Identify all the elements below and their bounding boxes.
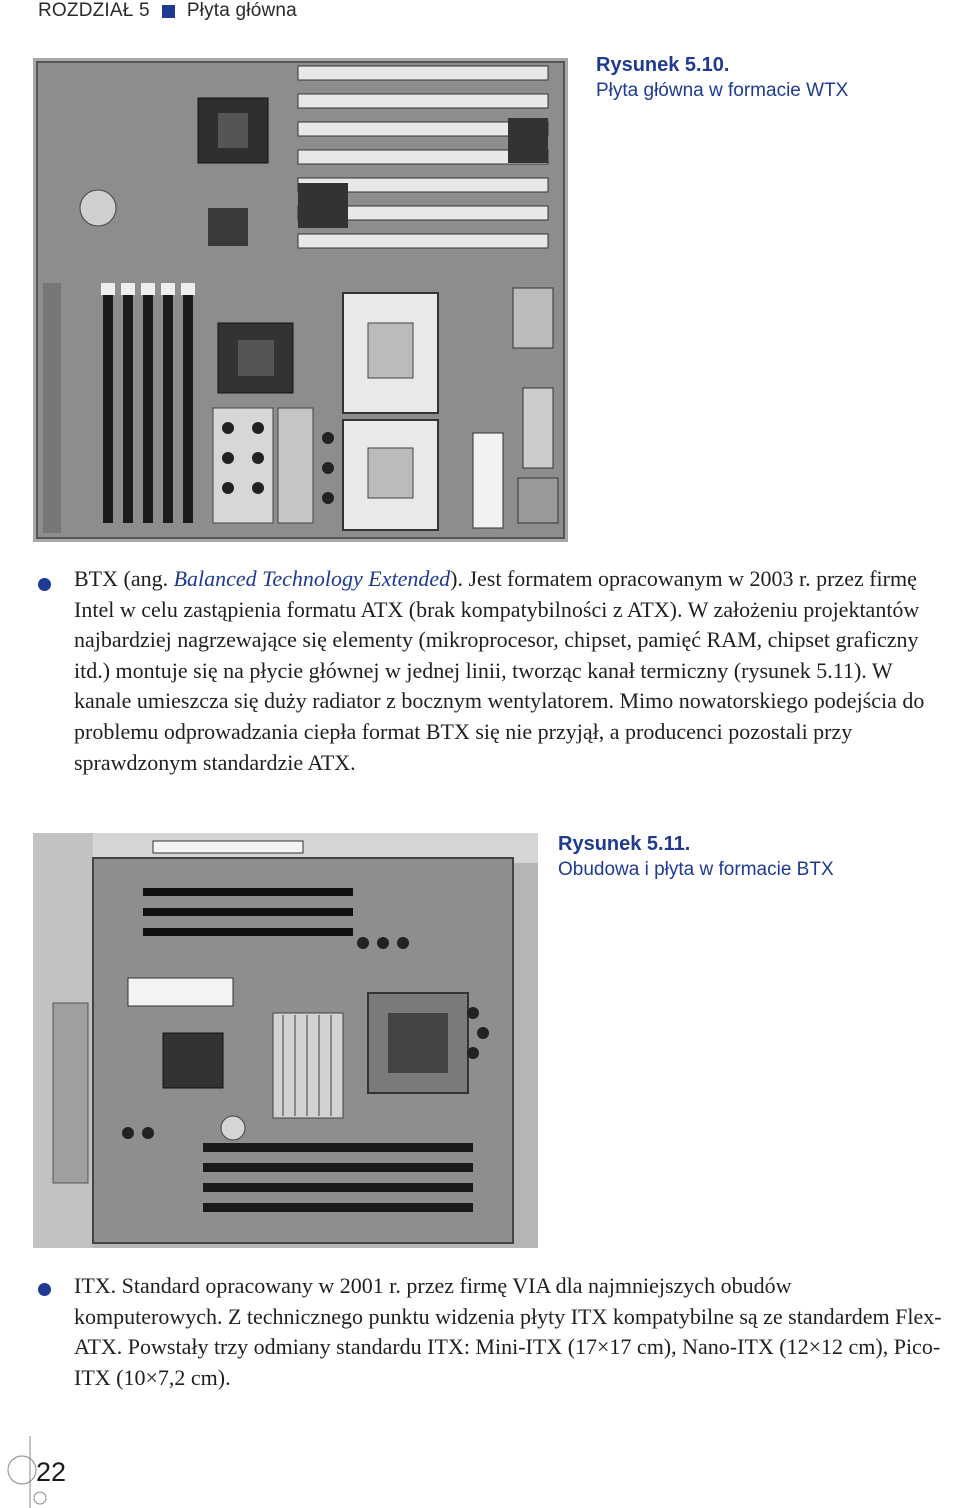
bullet-icon xyxy=(38,578,51,591)
itx-body: . Standard opracowany w 2001 r. przez firmę VIA dla najmniejszych obudów komputerowych. Z technicznego punktu widzenia płyty ITX kompatybilne są ze standardem Flex-ATX. Powstały trzy odmiany standardu ITX: Mini-ITX (17×17 cm), Nano-ITX (12×12 cm), Pico-ITX (10×7,2 cm). xyxy=(74,1273,942,1390)
wtx-board-image xyxy=(33,58,568,542)
running-header xyxy=(38,0,297,22)
figure-5-10-title: Płyta główna w formacie WTX xyxy=(596,80,849,101)
figure-5-11-number: Rysunek 5.11. xyxy=(558,833,691,855)
btx-pre: (ang. xyxy=(118,566,174,591)
btx-paragraph xyxy=(74,564,944,778)
figure-wtx-motherboard-photo xyxy=(33,58,568,542)
figure-5-10-caption xyxy=(596,52,848,104)
header-square-icon xyxy=(162,5,175,18)
btx-board-image xyxy=(33,833,538,1248)
chapter-label: ROZDZIAŁ 5 xyxy=(38,0,150,21)
figure-5-11-caption xyxy=(558,831,834,883)
page-number: 22 xyxy=(36,1457,67,1487)
figure-btx-case-photo xyxy=(33,833,538,1248)
figure-5-10-number: Rysunek 5.10. xyxy=(596,54,730,76)
itx-paragraph xyxy=(74,1271,944,1393)
btx-term: BTX xyxy=(74,566,118,591)
btx-full-name: Balanced Technology Extended xyxy=(173,566,451,591)
bullet-icon xyxy=(38,1283,51,1296)
section-label: Płyta główna xyxy=(186,0,297,21)
btx-body: ). Jest formatem opracowanym w 2003 r. przez firmę Intel w celu zastąpienia formatu ATX (brak kompatybilności z ATX). W założeniu projektantów najbardziej nagrzewające się elementy (mikroprocesor, chipset, pamięć RAM, chipset graficzny itd.) montuje się na płycie głównej w jednej linii, tworząc kanał termiczny (rysunek 5.11). W kanale umieszcza się duży radiator z bocznym wentylatorem. Mimo nowatorskiego podejścia do problemu odprowadzania ciepła format BTX się nie przyjął, a producenci pozostali przy sprawdzonym standardzie ATX. xyxy=(74,566,925,775)
figure-5-11-title: Obudowa i płyta w formacie BTX xyxy=(558,859,834,880)
itx-term: ITX xyxy=(74,1273,111,1298)
